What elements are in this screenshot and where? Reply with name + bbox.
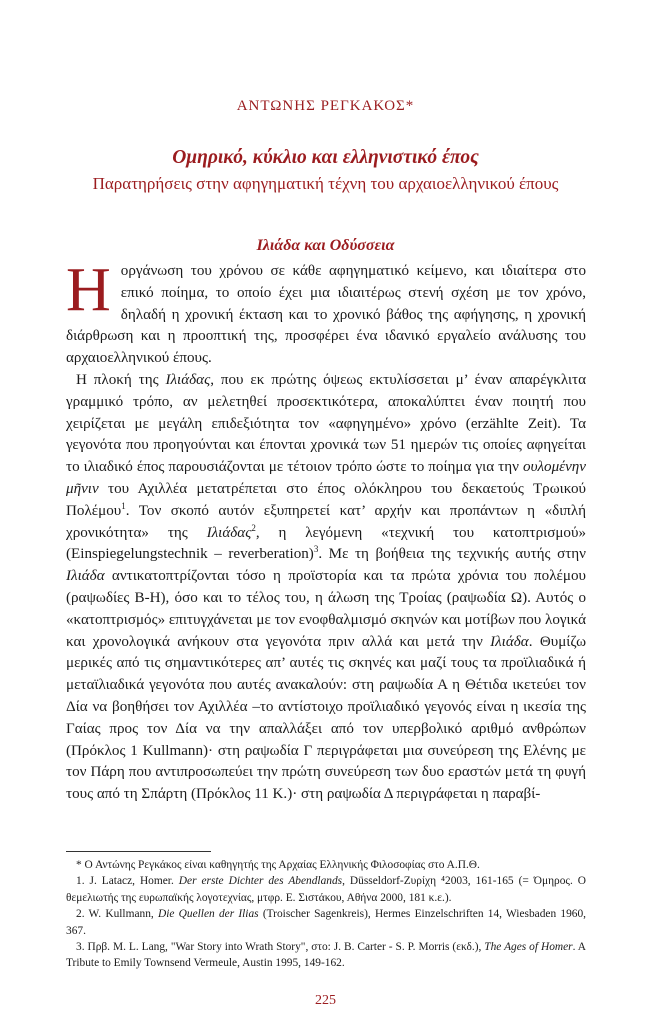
text-run: , η λεγόμενη «τεχνική του κατοπτρισμού» (Einspiegelungstechnik – reverberation) xyxy=(66,524,586,563)
text-run: , Düsseldorf-Ζυρίχη ⁴2003, 161-165 (= Όμηρος. Ο θεμελιωτής της ευρωπαϊκής λογοτεχνίας, μτφρ. Ε. Σιστάκου, Αθήνα 2000, 181 κ.ε.). xyxy=(66,875,586,904)
italic-title: The Ages of Homer xyxy=(484,941,573,954)
text-run: (Troischer Sagenkreis), Hermes Einzelschriften 14, Wiesbaden 1960, 367. xyxy=(66,908,587,937)
text-run: του Αχιλλέα μετατρέπεται στο έπος ολόκληρου του δεκαετούς Τρωικού Πολέμου xyxy=(66,480,586,519)
text-run: 3. Πρβ. M. L. Lang, "War Story into Wrath Story", στο: J. B. Carter - S. P. Morris (εκδ.), xyxy=(76,941,485,954)
text-run: . Με τη βοήθεια της τεχνικής αυτής στην xyxy=(318,546,586,563)
chapter-title: Ομηρικό, κύκλιο και ελληνιστικό έπος xyxy=(172,147,479,168)
footnote-3 xyxy=(66,939,586,972)
text-run: , που εκ πρώτης όψεως εκτυλίσσεται μ’ έναν απαρέγκλιτα γραμμικό τρόπο, αν μελετηθεί προσεκτικότερα, αποκαλύπτει έναν ποιητή που χειρίζεται με μεγάλη επιδεξιότητα τον «αφηγημένο» χρόνο (erzählte Zeit). Τα γεγονότα που προηγούνται και έπονται χρονικά των 51 ημερών τις οποίες αφηγείται το ιλιαδικό έπος παρουσιάζονται με τέτοιον τρόπο ώστε το ποίημα για την xyxy=(66,371,586,476)
page-number: 225 xyxy=(315,993,336,1008)
text-run: . Τον σκοπό αυτόν εξυπηρετεί κατ’ αρχήν και προπάντων η «διπλή χρονικότητα» της xyxy=(66,502,586,541)
italic-title: Der erste Dichter des Abendlands xyxy=(178,875,343,888)
greek-quote: ουλομένην μῆνιν xyxy=(66,459,586,497)
footnote-divider xyxy=(66,851,211,852)
italic-title: Ιλιάδα xyxy=(66,568,105,585)
chapter-subtitle: Παρατηρήσεις στην αφηγηματική τέχνη του αρχαιοελληνικού έπους xyxy=(92,174,559,193)
text-run: . A Tribute to Emily Townsend Vermeule, Austin 1995, 149-162. xyxy=(66,941,587,970)
text-run: 2. W. Kullmann, xyxy=(76,908,158,921)
paragraph-1 xyxy=(66,256,586,370)
section-heading: Ιλιάδα και Οδύσσεια xyxy=(256,237,395,254)
footnote-1 xyxy=(66,873,586,906)
footnote-ref-3: 3 xyxy=(313,544,319,555)
text-run: 1. J. Latacz, Homer. xyxy=(76,875,179,888)
text-run: . Θυμίζω μερικές από τις σημαντικότερες απ’ αυτές τις σκηνές και μαζί τους τα προϊλιαδικά ή μεταϊλιαδικά γεγονότα που αυτές ανακαλούν: στη ραψωδία Α η Θέτιδα ικετεύει τον Δία να βοηθήσει τον Αχιλλέα –το αντίστοιχο προϊλιαδικό γεγονός είναι η ικεσία της Γαίας προς τον Δία να την απαλλάξει από τον υπερβολικό αριθμό ανθρώπων (Πρόκλος 1 Kullmann)· στη ραψωδία Γ περιγράφεται μια συνεύρεση της Ελένης με τον Πάρη που αντιπροσωπεύει την πρώτη συνεύρεση των δυο εραστών μετά τη φυγή τους από τη Σπάρτη (Πρόκλος 11 Κ.)· στη ραψωδία Δ περιγράφεται η παραβί- xyxy=(66,633,586,803)
italic-title: Ιλιάδα xyxy=(490,633,529,650)
paragraph-2 xyxy=(66,370,586,806)
paragraph-1-text: οργάνωση του χρόνου σε κάθε αφηγηματικό κείμενο, και ιδιαίτερα στο επικό ποίημα, το οποίο έχει μια ιδιαιτέρως στενή σχέση με τον χρόνο, δηλαδή η χρονική έκταση και το χρονικό βάθος της αφήγησης, η χρονική διάρθρωση και η προοπτική της, προσφέρει ένα ιδανικό εργαλείο ανάλυσης του αρχαιοελληνικού έπους. xyxy=(66,263,586,367)
drop-cap: Η xyxy=(66,256,111,324)
footnote-ref-2: 2 xyxy=(251,522,256,533)
body-text xyxy=(66,256,586,806)
italic-title: Ιλιάδας xyxy=(165,371,211,388)
italic-title: Die Quellen der Ilias xyxy=(157,908,259,921)
footnote-2 xyxy=(66,906,586,939)
text-run: αντικατοπτρίζονται τόσο η προϊστορία και τα πρώτα χρόνια του πολέμου (ραψωδίες Β-Η), όσο και το τέλος του, η άλωση της Τροίας (ραψωδία Ω). Αυτός ο «κατοπτρισμός» επιτυγχάνεται με τον ενοφθαλμισμό σκηνών και μοτίβων που λογικά και χρονολογικά ανήκουν στα γεγονότα πριν αλλά και μετά την xyxy=(66,568,586,650)
footnote-ref-1: 1 xyxy=(121,500,126,511)
text-run: Η πλοκή της xyxy=(76,371,166,388)
footnote-star: * Ο Αντώνης Ρεγκάκος είναι καθηγητής της Αρχαίας Ελληνικής Φιλοσοφίας στο Α.Π.Θ. xyxy=(76,859,480,871)
italic-title: Ιλιάδας xyxy=(206,524,252,541)
footnotes xyxy=(66,857,586,972)
author-name: ΑΝΤΩΝΗΣ ΡΕΓΚΑΚΟΣ* xyxy=(236,98,415,114)
